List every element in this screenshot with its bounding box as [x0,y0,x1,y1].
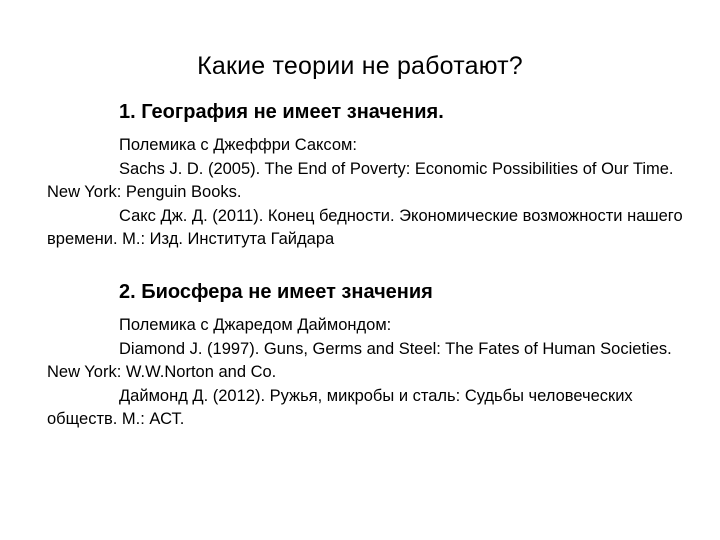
reference-item: Diamond J. (1997). Guns, Germs and Steel: The Fates of Human Societies. New York: W.W.Norton and Co. [47,339,672,381]
reference-item: Sachs J. D. (2005). The End of Poverty: Economic Possibilities of Our Time. New York: Penguin Books. [47,159,674,201]
reference-item: Сакс Дж. Д. (2011). Конец бедности. Экономические возможности нашего времени. М.: Изд. Института Гайдара [47,206,683,248]
section-biosphere [0,278,720,432]
section-heading: 1. География не имеет значения. [119,101,444,123]
section-heading: 2. Биосфера не имеет значения [119,281,433,303]
reference-item: Даймонд Д. (2012). Ружья, микробы и сталь: Судьбы человеческих обществ. М.: АСТ. [47,386,633,428]
polemic-line: Полемика с Джаредом Даймондом: [119,316,392,334]
section-geography [0,98,720,252]
polemic-line: Полемика с Джеффри Саксом: [119,136,357,154]
slide-title: Какие теории не работают? [197,52,523,80]
